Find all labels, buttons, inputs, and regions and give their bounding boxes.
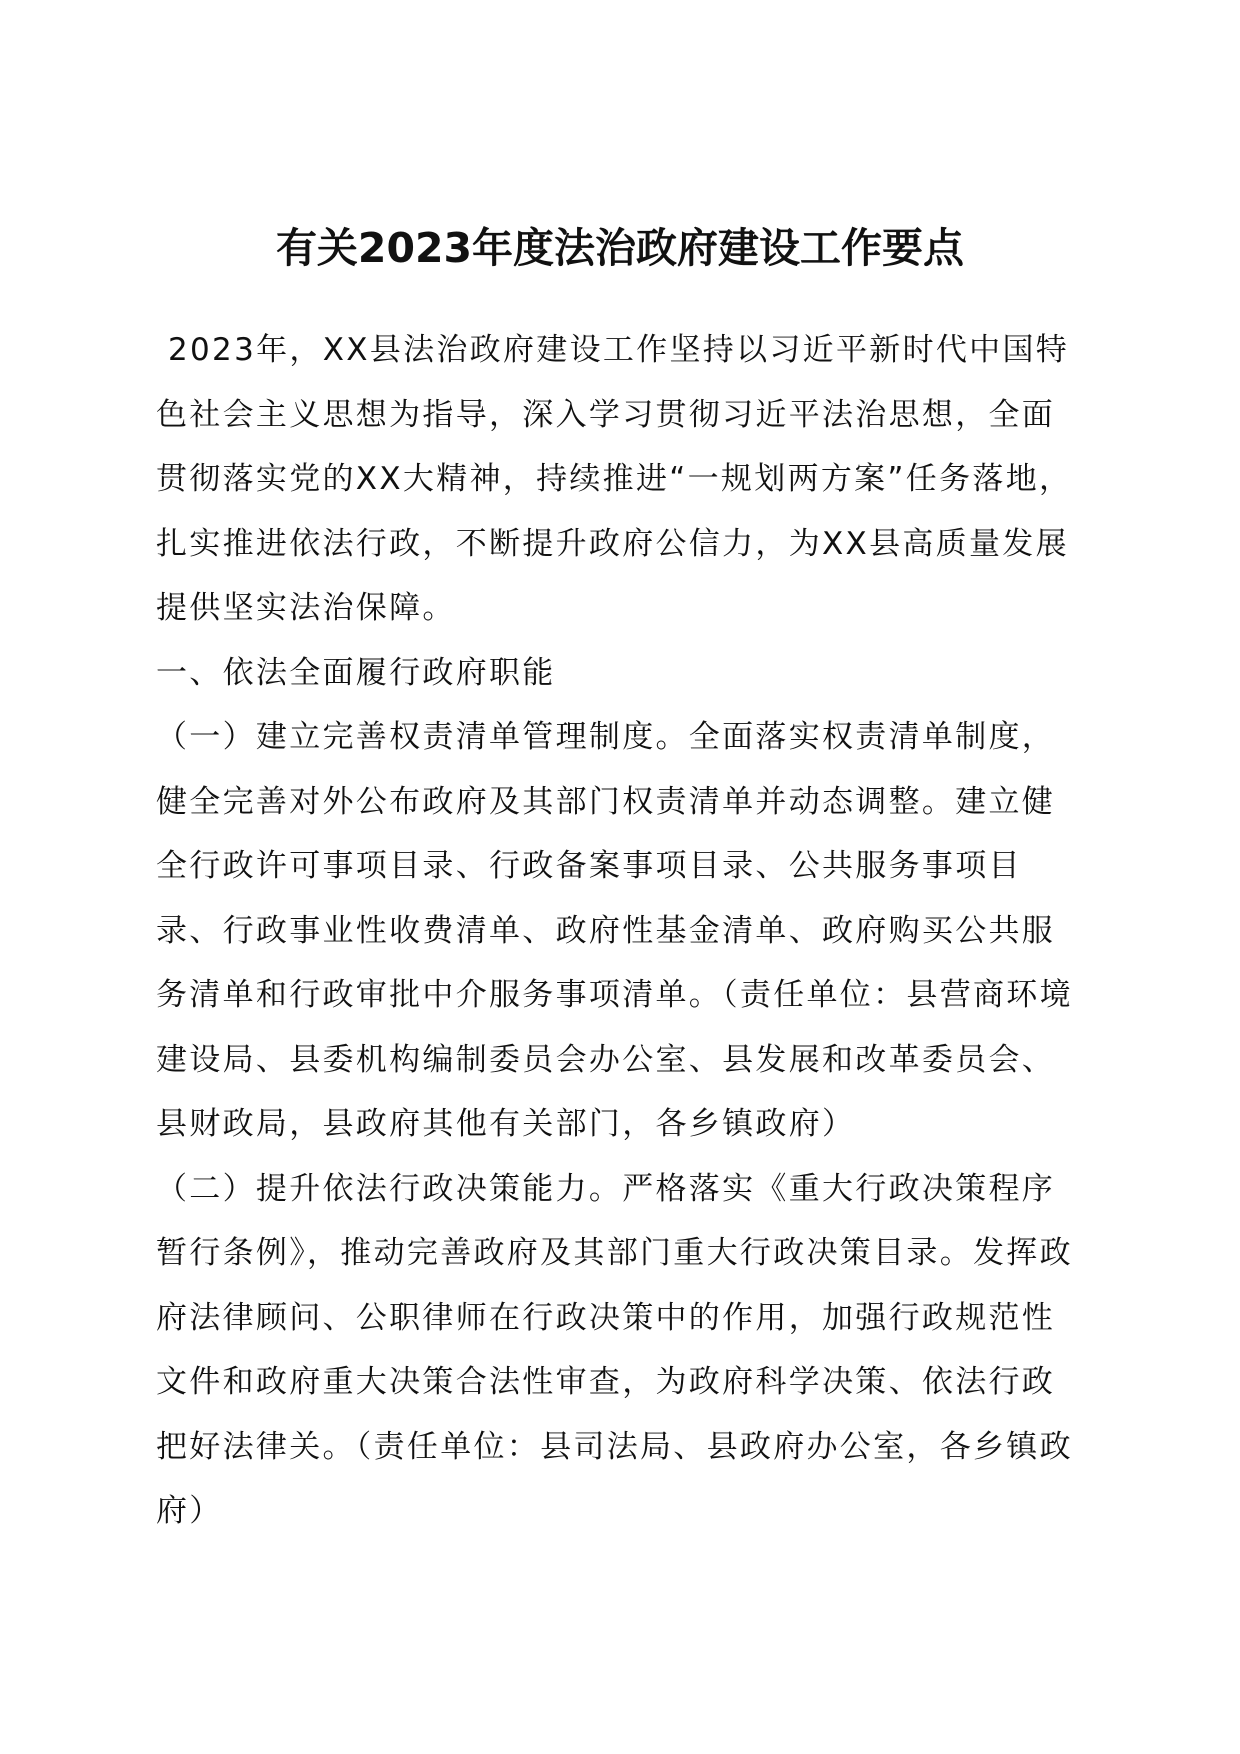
item-paragraph-2: （二）提升依法行政决策能力。严格落实《重大行政决策程序暂行条例》，推动完善政府及其部门重大行政决策目录。发挥政府法律顾问、公职律师在行政决策中的作用，加强行政规范性文件和政府重大决策合法性审查，为政府科学决策、依法行政把好法律关。（责任单位：县司法局、县政府办公室，各乡镇政府） <box>156 1170 1073 1529</box>
item-paragraph-1: （一）建立完善权责清单管理制度。全面落实权责清单制度，健全完善对外公布政府及其部门权责清单并动态调整。建立健全行政许可事项目录、行政备案事项目录、公共服务事项目录、行政事业性收费清单、政府性基金清单、政府购买公共服务清单和行政审批中介服务事项清单。（责任单位：县营商环境建设局、县委机构编制委员会办公室、县发展和改革委员会、县财政局，县政府其他有关部门，各乡镇政府） <box>156 719 1073 1142</box>
document-body <box>156 318 1086 1544</box>
intro-paragraph: 2023年，XX县法治政府建设工作坚持以习近平新时代中国特色社会主义思想为指导，深入学习贯彻习近平法治思想，全面贯彻落实党的XX大精神，持续推进“一规划两方案”任务落地，扎实推进依法行政，不断提升政府公信力，为XX县高质量发展提供坚实法治保障。 <box>156 332 1073 626</box>
document-title: 有关2023年度法治政府建设工作要点 <box>275 224 965 272</box>
section-heading: 一、依法全面履行政府职能 <box>156 654 556 691</box>
